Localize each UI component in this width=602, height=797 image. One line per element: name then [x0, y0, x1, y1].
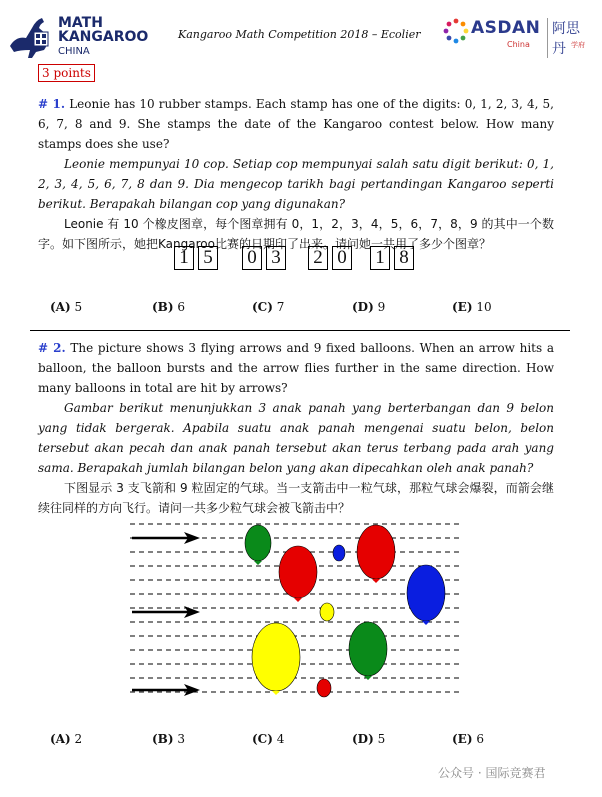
q1-choice-c[interactable]: [252, 300, 284, 314]
q1-english-text: Leonie has 10 rubber stamps. Each stamp has one of the digits: 0, 1, 2, 3, 4, 5, 6, 7, 8 and 9. She stamps the date of the Kangaroo contest below. How many stamps does she use?: [38, 97, 554, 151]
choice-value: 2: [74, 732, 83, 746]
balloon-blue: [407, 565, 445, 625]
page-header: [0, 0, 602, 60]
asdan-china: China: [507, 40, 530, 49]
choice-value: 7: [276, 300, 285, 314]
q2-choice-d[interactable]: [352, 732, 385, 746]
asdan-logo: [443, 16, 593, 60]
math-kangaroo-logo: [6, 15, 149, 60]
q2-choice-b[interactable]: [152, 732, 185, 746]
arrow-icon: [132, 684, 200, 696]
logo-line1: MATH: [58, 15, 103, 31]
stamp-digit: 3: [266, 246, 286, 270]
q2-english: [38, 338, 554, 398]
choice-letter: (A): [50, 300, 71, 314]
balloon-green: [245, 525, 271, 565]
balloon-red: [317, 679, 331, 697]
balloon-yellow: [252, 623, 300, 695]
page-title: Kangaroo Math Competition 2018 – Ecolier: [178, 28, 421, 41]
choice-value: 5: [74, 300, 83, 314]
asdan-xuefu: 学府: [571, 41, 585, 49]
choice-letter: (E): [452, 300, 473, 314]
balloon-yellow: [320, 603, 334, 621]
stamp-digit: 5: [198, 246, 218, 270]
arrow-icon: [132, 532, 200, 544]
choice-letter: (D): [352, 732, 374, 746]
balloon-green: [349, 622, 387, 680]
q1-chinese: Leonie 有 10 个橡皮图章，每个图章拥有 0，1，2，3，4，5，6，7，8，9 的其中一个数字。如下图所示，她把Kangaroo比赛的日期印了出来。请问她一共用了多少个图章？: [38, 217, 554, 251]
q2-chinese: 下图显示 3 支飞箭和 9 粒固定的气球。当一支箭击中一粒气球，那粒气球会爆裂，而箭会继续往同样的方向飞行。请问一共多少粒气球会被飞箭击中？: [38, 481, 554, 515]
choice-value: 10: [476, 300, 492, 314]
stamp-digit: 0: [242, 246, 262, 270]
choice-letter: (D): [352, 300, 374, 314]
q1-choice-a[interactable]: [50, 300, 82, 314]
balloon-blue: [333, 545, 345, 561]
arrows-balloons-figure: [120, 512, 470, 712]
kangaroo-icon: [6, 16, 54, 58]
asdan-brand: ASDAN: [471, 18, 541, 38]
points-badge: 3 points: [38, 64, 95, 82]
choice-letter: (C): [252, 732, 273, 746]
choice-letter: (B): [152, 300, 174, 314]
section-divider: [30, 330, 570, 331]
q2-malay: Gambar berikut menunjukkan 3 anak panah yang berterbangan dan 9 belon yang tidak bergerak. Apabila suatu anak panah mengenai suatu belon, belon tersebut akan pecah dan anak panah tersebut akan terus terbang pada arah yang sama. Berapakah jumlah bilangan belon yang akan dipecahkan oleh anak panah?: [38, 401, 554, 475]
q2-number: # 2.: [38, 341, 66, 355]
logo-line2: KANGAROO: [58, 29, 149, 45]
q2-choice-e[interactable]: [452, 732, 484, 746]
choice-value: 6: [476, 732, 484, 746]
logo-line3: CHINA: [58, 46, 90, 57]
stamp-digit: 2: [308, 246, 328, 270]
q1-choice-e[interactable]: [452, 300, 492, 314]
asdan-cn-name: 阿思丹: [547, 18, 593, 58]
question-1: [38, 94, 554, 254]
q1-choice-d[interactable]: [352, 300, 385, 314]
choice-value: 6: [177, 300, 185, 314]
choice-value: 5: [377, 732, 386, 746]
stamp-digit: 8: [394, 246, 414, 270]
choice-letter: (E): [452, 732, 473, 746]
balloon-red: [357, 525, 395, 583]
q1-choice-b[interactable]: [152, 300, 185, 314]
stamp-digit: 1: [174, 246, 194, 270]
asdan-burst-icon: [443, 18, 469, 44]
choice-letter: (A): [50, 732, 71, 746]
q2-english-text: The picture shows 3 flying arrows and 9 fixed balloons. When an arrow hits a balloon, the balloon bursts and the arrow flies further in the same direction. How many balloons in total are hit by arrows?: [38, 341, 554, 395]
question-2: [38, 338, 554, 518]
choice-value: 3: [177, 732, 185, 746]
q1-english: [38, 94, 554, 154]
q2-choice-c[interactable]: [252, 732, 284, 746]
q1-malay: Leonie mempunyai 10 cop. Setiap cop mempunyai salah satu digit berikut: 0, 1, 2, 3, 4, 5, 6, 7, 8 dan 9. Dia mengecop tarikh bagi pertandingan Kangaroo seperti berikut. Berapakah bilangan cop yang digunakan?: [38, 157, 554, 211]
q1-number: # 1.: [38, 97, 66, 111]
stamp-digit: 0: [332, 246, 352, 270]
choice-value: 9: [377, 300, 386, 314]
stamp-digit: 1: [370, 246, 390, 270]
watermark: 公众号 · 国际竞赛君: [438, 766, 546, 780]
q2-choice-a[interactable]: [50, 732, 82, 746]
choice-value: 4: [276, 732, 285, 746]
choice-letter: (C): [252, 300, 273, 314]
choice-letter: (B): [152, 732, 174, 746]
